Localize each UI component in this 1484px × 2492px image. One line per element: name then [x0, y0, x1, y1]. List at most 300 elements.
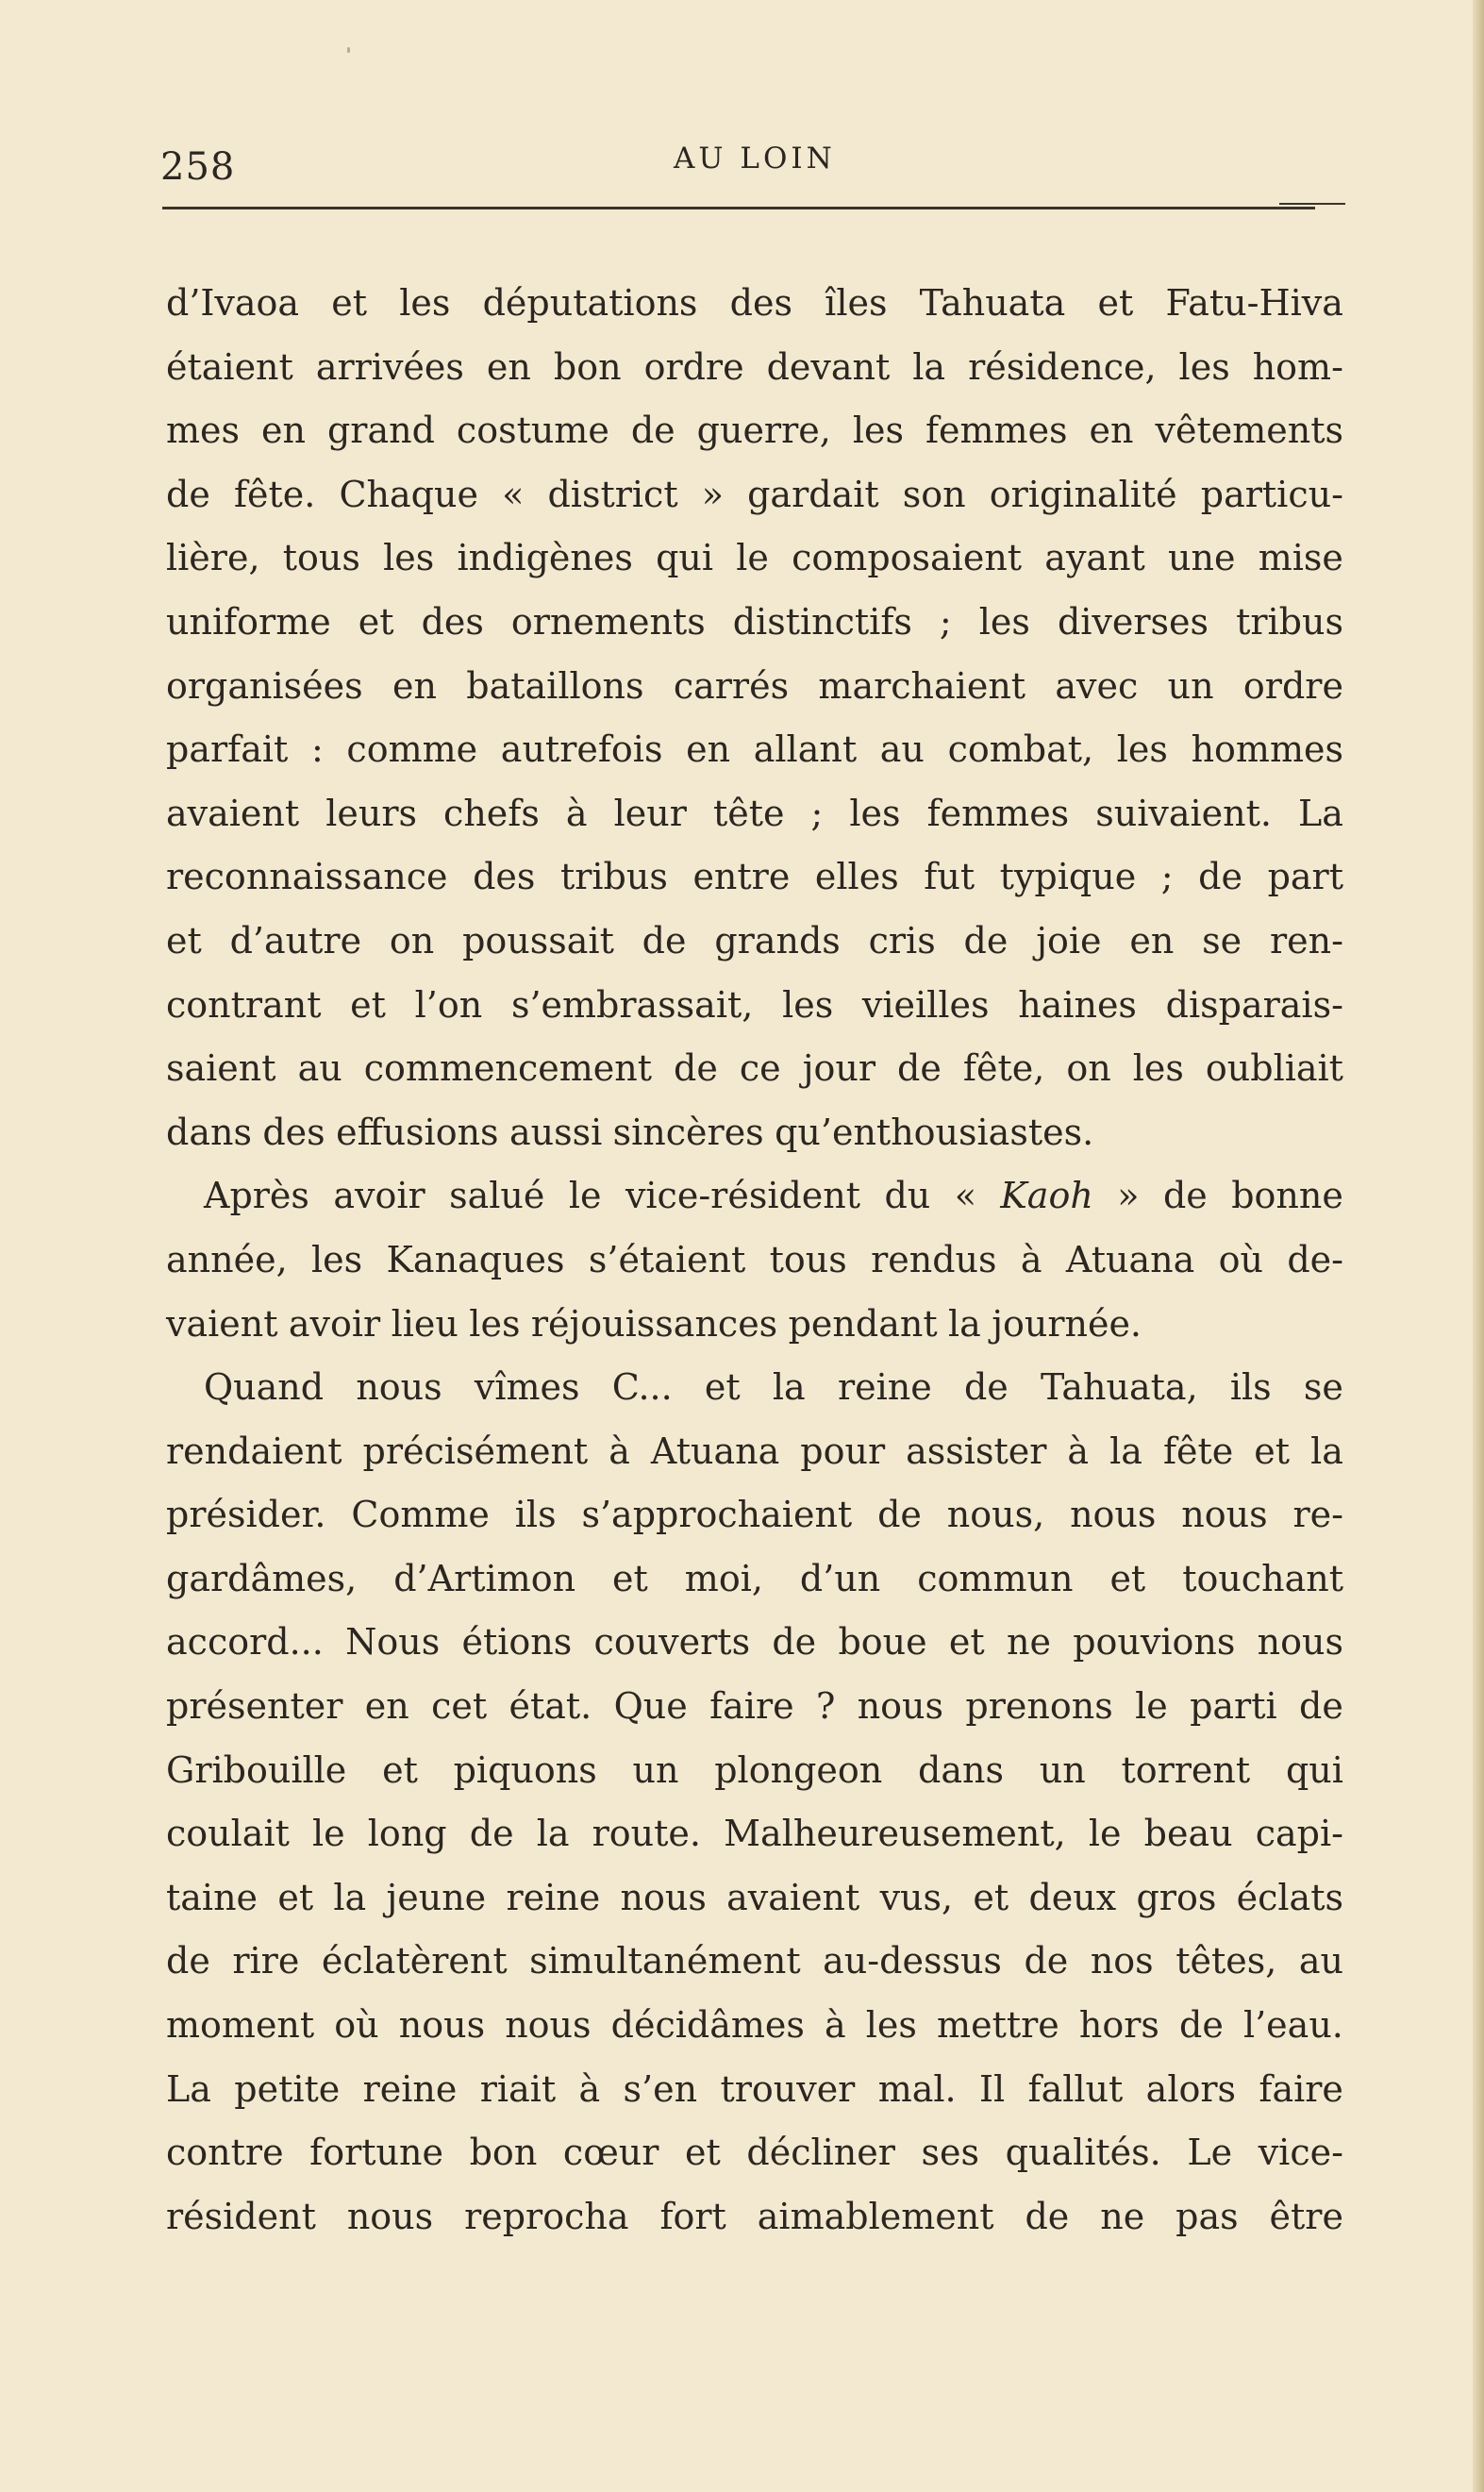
word: effusions — [336, 1111, 499, 1153]
body-text — [166, 272, 1343, 2249]
word: ils — [1229, 1366, 1272, 1409]
word: et — [973, 1876, 1009, 1918]
word: de- — [1287, 1238, 1343, 1280]
word: marchaient — [818, 664, 1026, 707]
text-line — [166, 1802, 1343, 1866]
word: de — [963, 1366, 1009, 1409]
word: de — [1162, 1175, 1208, 1217]
text-line — [166, 336, 1343, 400]
word: les — [311, 1238, 363, 1280]
word: aussi — [509, 1111, 603, 1153]
word: avaient — [166, 792, 300, 834]
word: et — [166, 919, 202, 962]
word: vus, — [879, 1876, 954, 1918]
word: la — [772, 1366, 806, 1409]
word: taine — [166, 1876, 258, 1918]
word: précisément — [362, 1430, 589, 1472]
word: de — [877, 1494, 922, 1536]
word: députations — [482, 282, 698, 324]
word: hom- — [1252, 345, 1343, 388]
word: à — [609, 1430, 630, 1472]
word: haines — [1018, 983, 1137, 1026]
word: deux — [1028, 1876, 1117, 1918]
word: parfait — [166, 728, 289, 771]
word: avoir — [333, 1175, 425, 1217]
running-head — [0, 142, 1484, 189]
word: le — [568, 1175, 602, 1217]
word: C... — [611, 1366, 673, 1409]
word: « — [954, 1175, 976, 1217]
word: uniforme — [166, 600, 331, 643]
word: ; — [810, 792, 824, 834]
text-line — [166, 1037, 1343, 1101]
word: cœur — [562, 2132, 659, 2174]
word: les — [865, 2004, 917, 2047]
word: cet — [431, 1685, 488, 1728]
text-line — [166, 463, 1343, 527]
page-number: 258 — [160, 145, 236, 189]
word: petite — [234, 2067, 341, 2110]
word: mes — [166, 410, 241, 452]
word: fête. — [233, 473, 316, 515]
word: plongeon — [714, 1748, 883, 1791]
word: de — [674, 1047, 718, 1090]
word: Kaoh — [1000, 1175, 1093, 1217]
word: Atuana — [1065, 1238, 1195, 1280]
header-rule-tail — [1279, 203, 1345, 205]
word: la — [912, 345, 946, 388]
word: et — [382, 1748, 418, 1791]
word: costume — [456, 410, 609, 452]
word: à — [1020, 1238, 1042, 1280]
paper-speck — [347, 47, 350, 53]
word: avoir — [288, 1302, 381, 1345]
text-line — [166, 1739, 1343, 1803]
word: pas — [1176, 2195, 1239, 2237]
word: moment — [166, 2004, 315, 2047]
word: oubliait — [1205, 1047, 1343, 1090]
word: district — [547, 473, 678, 515]
word: faire — [709, 1685, 794, 1728]
word: reprocha — [464, 2195, 629, 2237]
word: de — [1025, 2195, 1070, 2237]
text-line — [166, 845, 1343, 910]
text-line — [166, 1866, 1343, 1931]
word: Tahuata — [919, 282, 1066, 324]
word: Il — [979, 2067, 1006, 2110]
word: femmes — [925, 410, 1068, 452]
word: îles — [825, 282, 888, 324]
word: pendant — [788, 1302, 938, 1345]
word: les — [852, 410, 904, 452]
word: combat, — [947, 728, 1094, 771]
word: son — [902, 473, 966, 515]
text-line — [166, 1356, 1343, 1420]
word: éclats — [1236, 1876, 1343, 1918]
word: résidence, — [968, 345, 1157, 388]
word: fut — [924, 856, 975, 898]
word: joie — [1036, 919, 1102, 962]
word: grand — [326, 410, 435, 452]
word: guerre, — [696, 410, 831, 452]
word: les — [399, 282, 451, 324]
word: ordre — [1242, 664, 1343, 707]
text-line — [166, 1547, 1343, 1612]
word: ils — [514, 1494, 557, 1536]
word: parti — [1190, 1685, 1277, 1728]
word: fête — [1162, 1430, 1234, 1472]
word: autrefois — [500, 728, 663, 771]
word: ordre — [643, 345, 744, 388]
word: en — [261, 410, 306, 452]
word: ne — [1100, 2195, 1145, 2237]
word: ; — [1160, 856, 1174, 898]
word: le — [1135, 1685, 1168, 1728]
word: faire — [1259, 2067, 1343, 2110]
word: et — [358, 600, 394, 643]
word: » — [701, 473, 724, 515]
word: arrivées — [315, 345, 464, 388]
word: alors — [1145, 2067, 1237, 2110]
text-line — [166, 1930, 1343, 1994]
word: lière, — [166, 537, 260, 579]
word: on — [389, 919, 435, 962]
word: tribus — [559, 856, 668, 898]
word: d’Ivaoa — [166, 282, 300, 324]
word: bon — [553, 345, 622, 388]
word: nous — [1181, 1494, 1268, 1536]
text-line — [166, 527, 1343, 591]
word: les — [1178, 345, 1230, 388]
word: des — [729, 282, 792, 324]
word: organisées — [166, 664, 363, 707]
word: « — [502, 473, 525, 515]
word: beau — [1143, 1813, 1233, 1855]
word: distinctifs — [732, 600, 912, 643]
word: s’en — [623, 2067, 698, 2110]
word: nous — [1070, 1494, 1157, 1536]
word: disparais- — [1165, 983, 1343, 1026]
word: la — [1310, 1430, 1343, 1472]
word: d’un — [799, 1557, 881, 1599]
text-line — [166, 974, 1343, 1038]
word: cris — [868, 919, 936, 962]
word: : — [310, 728, 324, 771]
word: dans — [166, 1111, 252, 1153]
word: une — [1168, 537, 1236, 579]
word: à — [825, 2004, 846, 2047]
word: reine — [837, 1366, 932, 1409]
word: gardait — [747, 473, 879, 515]
word: de — [1024, 1940, 1069, 1982]
text-line — [166, 1675, 1343, 1739]
word: l’eau. — [1242, 2004, 1343, 2047]
word: la — [1109, 1430, 1142, 1472]
word: poussait — [462, 919, 614, 962]
word: décidâmes — [610, 2004, 805, 2047]
word: ses — [921, 2132, 980, 2174]
word: leurs — [325, 792, 417, 834]
word: part — [1267, 856, 1343, 898]
word: de — [630, 410, 675, 452]
text-line — [166, 1293, 1343, 1357]
word: commun — [917, 1557, 1074, 1599]
word: fortune — [309, 2132, 443, 2174]
word: originalité — [989, 473, 1177, 515]
word: présenter — [166, 1685, 343, 1728]
word: nous — [505, 2004, 592, 2047]
word: Le — [1187, 2132, 1233, 2174]
word: ; — [939, 600, 952, 643]
word: ayant — [1044, 537, 1145, 579]
word: femmes — [926, 792, 1070, 834]
text-line — [166, 272, 1343, 336]
word: dans — [918, 1748, 1004, 1791]
word: pour — [800, 1430, 886, 1472]
word: nous — [346, 2195, 434, 2237]
word: vêtements — [1155, 410, 1343, 452]
word: présider. — [166, 1494, 326, 1536]
word: au — [1298, 1940, 1343, 1982]
word: Gribouille — [166, 1748, 347, 1791]
word: elles — [814, 856, 899, 898]
word: et — [1109, 1557, 1146, 1599]
word: un — [632, 1748, 679, 1791]
word: devant — [766, 345, 891, 388]
word: un — [1039, 1748, 1086, 1791]
text-line — [166, 591, 1343, 655]
word: de — [1299, 1685, 1343, 1728]
word: être — [1269, 2195, 1343, 2237]
page-edge-shadow — [1473, 0, 1484, 2492]
word: les — [782, 983, 834, 1026]
text-line — [166, 1164, 1343, 1229]
text-line — [166, 1994, 1343, 2058]
word: un — [1167, 664, 1214, 707]
word: résident — [166, 2195, 316, 2237]
word: Comme — [351, 1494, 490, 1536]
word: les — [978, 600, 1030, 643]
word: hors — [1078, 2004, 1159, 2047]
word: torrent — [1121, 1748, 1251, 1791]
word: accord... — [166, 1621, 324, 1664]
word: composaient — [792, 537, 1023, 579]
word: de — [642, 919, 687, 962]
word: de — [772, 1621, 817, 1664]
word: assister — [906, 1430, 1047, 1472]
word: de — [963, 919, 1009, 962]
text-line — [166, 1483, 1343, 1547]
word: bonne — [1231, 1175, 1343, 1217]
header-rule — [162, 207, 1315, 209]
word: La — [166, 2067, 211, 2110]
word: les — [849, 792, 901, 834]
word: mettre — [937, 2004, 1059, 2047]
word: mise — [1258, 537, 1343, 579]
word: Nous — [345, 1621, 441, 1664]
word: s’étaient — [588, 1238, 746, 1280]
word: Que — [613, 1685, 688, 1728]
word: tribus — [1236, 600, 1343, 643]
word: pouvions — [1073, 1621, 1236, 1664]
word: nous — [857, 1685, 944, 1728]
running-title: AU LOIN — [674, 142, 836, 176]
word: étaient — [166, 345, 293, 388]
word: reconnaissance — [166, 856, 448, 898]
word: La — [1298, 792, 1343, 834]
word: la — [536, 1813, 570, 1855]
word: éclatèrent — [321, 1940, 508, 1982]
word: trouver — [720, 2067, 856, 2110]
word: qui — [1285, 1748, 1343, 1791]
word: capi- — [1255, 1813, 1343, 1855]
word: Fatu-Hiva — [1165, 282, 1343, 324]
word: typique — [999, 856, 1137, 898]
word: en — [392, 664, 437, 707]
word: le — [736, 537, 769, 579]
word: s’approchaient — [581, 1494, 853, 1536]
word: têtes, — [1176, 1940, 1277, 1982]
word: contrant — [166, 983, 322, 1026]
word: fort — [659, 2195, 726, 2237]
word: Après — [204, 1175, 309, 1217]
word: tous — [282, 537, 360, 579]
word: nous, — [946, 1494, 1045, 1536]
word: piquons — [453, 1748, 597, 1791]
word: de — [166, 1940, 210, 1982]
word: Chaque — [339, 473, 478, 515]
word: on — [1066, 1047, 1111, 1090]
word: touchant — [1182, 1557, 1343, 1599]
word: indigènes — [457, 537, 633, 579]
word: long — [367, 1813, 447, 1855]
word: ce — [739, 1047, 781, 1090]
text-line — [166, 2121, 1343, 2185]
word: des — [262, 1111, 325, 1153]
word: commencement — [363, 1047, 652, 1090]
word: contre — [166, 2132, 284, 2174]
text-line — [166, 2185, 1343, 2249]
word: vaient — [166, 1302, 278, 1345]
word: réjouissances — [530, 1302, 778, 1345]
word: Kanaques — [386, 1238, 565, 1280]
word: et — [704, 1366, 741, 1409]
text-line — [166, 399, 1343, 463]
word: journée. — [992, 1302, 1142, 1345]
word: de — [1179, 2004, 1224, 2047]
word: en — [1089, 410, 1134, 452]
word: et — [612, 1557, 648, 1599]
word: ren- — [1269, 919, 1343, 962]
word: en — [686, 728, 731, 771]
word: sincères — [612, 1111, 764, 1153]
word: boue — [838, 1621, 927, 1664]
word: suivaient. — [1095, 792, 1272, 834]
word: se — [1202, 919, 1242, 962]
word: en — [486, 345, 531, 388]
word: la — [333, 1876, 367, 1918]
word: se — [1303, 1366, 1343, 1409]
word: fallut — [1027, 2067, 1124, 2110]
word: aimablement — [757, 2195, 994, 2237]
word: riait — [479, 2067, 557, 2110]
word: avaient — [726, 1876, 860, 1918]
word: lieu — [391, 1302, 459, 1345]
word: couverts — [593, 1621, 751, 1664]
word: rendaient — [166, 1430, 342, 1472]
word: les — [469, 1302, 521, 1345]
text-line — [166, 910, 1343, 974]
word: décliner — [746, 2132, 895, 2174]
word: nous — [398, 2004, 486, 2047]
word: du — [884, 1175, 931, 1217]
word: re- — [1292, 1494, 1343, 1536]
text-line — [166, 718, 1343, 782]
word: à — [1067, 1430, 1090, 1472]
word: qu’enthousiastes. — [775, 1111, 1094, 1153]
word: comme — [346, 728, 478, 771]
word: vîmes — [474, 1366, 580, 1409]
word: bon — [469, 2132, 538, 2174]
word: rire — [232, 1940, 300, 1982]
word: moi, — [684, 1557, 763, 1599]
word: en — [1129, 919, 1175, 962]
word: Quand — [204, 1366, 325, 1409]
word: et — [1254, 1430, 1291, 1472]
word: en — [364, 1685, 409, 1728]
word: tous — [769, 1238, 847, 1280]
word: nos — [1090, 1940, 1154, 1982]
word: le — [312, 1813, 345, 1855]
word: gardâmes, — [166, 1557, 358, 1599]
word: au — [297, 1047, 342, 1090]
word: à — [565, 792, 588, 834]
word: nous — [620, 1876, 707, 1918]
word: hommes — [1191, 728, 1343, 771]
word: et — [350, 983, 386, 1026]
word: le — [1088, 1813, 1122, 1855]
word: état. — [509, 1685, 592, 1728]
word: qui — [656, 537, 714, 579]
word: étions — [461, 1621, 573, 1664]
word: ornements — [510, 600, 706, 643]
word: et — [277, 1876, 314, 1918]
word: jour — [802, 1047, 875, 1090]
word: qualités. — [1005, 2132, 1161, 2174]
word: particu- — [1200, 473, 1343, 515]
word: de — [1198, 856, 1242, 898]
word: grands — [714, 919, 841, 962]
text-line — [166, 2058, 1343, 2122]
word: gros — [1136, 1876, 1217, 1918]
word: allant — [753, 728, 858, 771]
word: de — [469, 1813, 514, 1855]
word: Tahuata, — [1040, 1366, 1198, 1409]
word: au-dessus — [823, 1940, 1002, 1982]
word: ? — [815, 1685, 836, 1728]
word: vice- — [1258, 2132, 1343, 2174]
word: les — [1116, 728, 1168, 771]
word: au — [879, 728, 925, 771]
word: vice-résident — [625, 1175, 861, 1217]
word: Atuana — [650, 1430, 780, 1472]
word: les — [383, 537, 435, 579]
word: l’on — [414, 983, 483, 1026]
word: à — [578, 2067, 601, 2110]
word: et — [685, 2132, 721, 2174]
word: » — [1117, 1175, 1140, 1217]
word: simultanément — [529, 1940, 801, 1982]
